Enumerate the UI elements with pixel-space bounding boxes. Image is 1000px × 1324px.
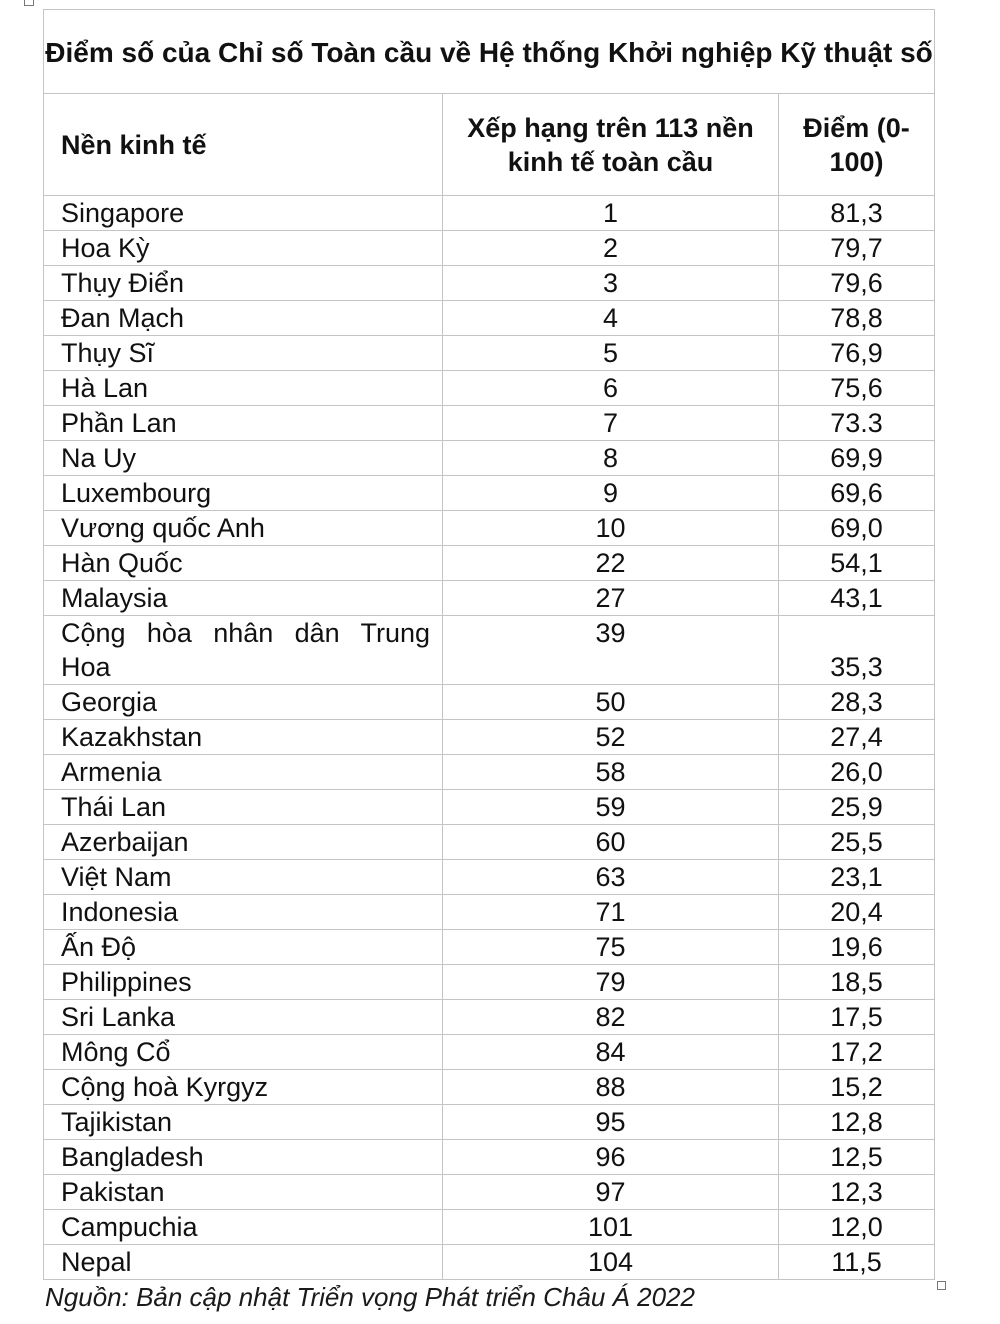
table-row <box>44 196 935 231</box>
table-row <box>44 860 935 895</box>
cell-score: 12,8 <box>779 1105 935 1140</box>
cell-score: 25,5 <box>779 825 935 860</box>
cell-economy: Thụy Sĩ <box>44 336 443 371</box>
resize-handle-top[interactable] <box>24 0 34 6</box>
cell-rank: 9 <box>443 476 779 511</box>
table-row <box>44 336 935 371</box>
table-row <box>44 1175 935 1210</box>
cell-economy: Thái Lan <box>44 790 443 825</box>
table-row <box>44 476 935 511</box>
cell-score: 75,6 <box>779 371 935 406</box>
cell-economy: Pakistan <box>44 1175 443 1210</box>
table-row <box>44 895 935 930</box>
table-row <box>44 965 935 1000</box>
cell-rank: 7 <box>443 406 779 441</box>
cell-score: 79,6 <box>779 266 935 301</box>
cell-economy: Na Uy <box>44 441 443 476</box>
cell-rank: 104 <box>443 1245 779 1280</box>
cell-rank: 52 <box>443 720 779 755</box>
cell-economy: Malaysia <box>44 581 443 616</box>
cell-score: 73.3 <box>779 406 935 441</box>
cell-rank: 96 <box>443 1140 779 1175</box>
header-score: Điểm (0-100) <box>779 94 935 196</box>
table-title-row <box>44 10 935 94</box>
table-row <box>44 1140 935 1175</box>
cell-score: 69,0 <box>779 511 935 546</box>
cell-economy: Thụy Điển <box>44 266 443 301</box>
cell-economy: Armenia <box>44 755 443 790</box>
table-row <box>44 1000 935 1035</box>
cell-economy: Cộng hòa nhân dân Trung Hoa <box>44 616 443 685</box>
cell-rank: 10 <box>443 511 779 546</box>
resize-handle-bottom[interactable] <box>937 1281 946 1290</box>
cell-rank: 97 <box>443 1175 779 1210</box>
cell-rank: 101 <box>443 1210 779 1245</box>
table-header-row <box>44 94 935 196</box>
cell-economy: Việt Nam <box>44 860 443 895</box>
table-row <box>44 825 935 860</box>
cell-rank: 79 <box>443 965 779 1000</box>
cell-score: 20,4 <box>779 895 935 930</box>
cell-rank: 75 <box>443 930 779 965</box>
cell-score: 25,9 <box>779 790 935 825</box>
cell-rank: 88 <box>443 1070 779 1105</box>
cell-rank: 5 <box>443 336 779 371</box>
cell-score: 11,5 <box>779 1245 935 1280</box>
cell-rank: 84 <box>443 1035 779 1070</box>
header-rank: Xếp hạng trên 113 nền kinh tế toàn cầu <box>443 94 779 196</box>
cell-economy: Tajikistan <box>44 1105 443 1140</box>
cell-score: 81,3 <box>779 196 935 231</box>
cell-rank: 6 <box>443 371 779 406</box>
cell-rank: 8 <box>443 441 779 476</box>
cell-score: 23,1 <box>779 860 935 895</box>
table-row <box>44 581 935 616</box>
cell-rank: 3 <box>443 266 779 301</box>
table-row <box>44 1105 935 1140</box>
cell-economy: Sri Lanka <box>44 1000 443 1035</box>
cell-rank: 82 <box>443 1000 779 1035</box>
cell-economy: Phần Lan <box>44 406 443 441</box>
cell-rank: 95 <box>443 1105 779 1140</box>
table-row <box>44 720 935 755</box>
score-table <box>43 9 935 1280</box>
cell-economy: Georgia <box>44 685 443 720</box>
cell-rank: 63 <box>443 860 779 895</box>
cell-economy: Vương quốc Anh <box>44 511 443 546</box>
cell-score: 12,3 <box>779 1175 935 1210</box>
cell-score: 78,8 <box>779 301 935 336</box>
cell-rank: 50 <box>443 685 779 720</box>
cell-score: 69,9 <box>779 441 935 476</box>
table-row <box>44 1070 935 1105</box>
cell-rank: 22 <box>443 546 779 581</box>
cell-economy: Cộng hoà Kyrgyz <box>44 1070 443 1105</box>
cell-score: 28,3 <box>779 685 935 720</box>
table-row <box>44 441 935 476</box>
table-row <box>44 1210 935 1245</box>
header-economy: Nền kinh tế <box>44 94 443 196</box>
cell-rank: 4 <box>443 301 779 336</box>
cell-economy: Hàn Quốc <box>44 546 443 581</box>
cell-economy: Ấn Độ <box>44 930 443 965</box>
cell-score: 76,9 <box>779 336 935 371</box>
table-row <box>44 546 935 581</box>
cell-score: 26,0 <box>779 755 935 790</box>
cell-economy: Indonesia <box>44 895 443 930</box>
cell-economy: Singapore <box>44 196 443 231</box>
table-row <box>44 790 935 825</box>
table-row <box>44 930 935 965</box>
cell-score: 12,0 <box>779 1210 935 1245</box>
table-body <box>44 196 935 1280</box>
cell-economy: Mông Cổ <box>44 1035 443 1070</box>
cell-rank: 60 <box>443 825 779 860</box>
table-row <box>44 1035 935 1070</box>
cell-economy: Philippines <box>44 965 443 1000</box>
cell-economy: Nepal <box>44 1245 443 1280</box>
table-row <box>44 406 935 441</box>
cell-economy: Đan Mạch <box>44 301 443 336</box>
table-row <box>44 301 935 336</box>
cell-score: 12,5 <box>779 1140 935 1175</box>
table-row <box>44 1245 935 1280</box>
cell-rank: 1 <box>443 196 779 231</box>
cell-score: 43,1 <box>779 581 935 616</box>
cell-score: 15,2 <box>779 1070 935 1105</box>
cell-rank: 71 <box>443 895 779 930</box>
table-row <box>44 231 935 266</box>
cell-score: 69,6 <box>779 476 935 511</box>
cell-economy: Luxembourg <box>44 476 443 511</box>
cell-score: 54,1 <box>779 546 935 581</box>
cell-score: 27,4 <box>779 720 935 755</box>
cell-economy: Bangladesh <box>44 1140 443 1175</box>
cell-rank: 39 <box>443 616 779 685</box>
cell-score: 17,2 <box>779 1035 935 1070</box>
source-note: Nguồn: Bản cập nhật Triển vọng Phát triển Châu Á 2022 <box>45 1282 695 1312</box>
cell-score: 17,5 <box>779 1000 935 1035</box>
table-row <box>44 755 935 790</box>
cell-rank: 58 <box>443 755 779 790</box>
cell-rank: 27 <box>443 581 779 616</box>
cell-economy: Kazakhstan <box>44 720 443 755</box>
cell-economy: Campuchia <box>44 1210 443 1245</box>
table-row <box>44 616 935 685</box>
cell-rank: 59 <box>443 790 779 825</box>
table-row <box>44 511 935 546</box>
cell-score: 79,7 <box>779 231 935 266</box>
table-title: Điểm số của Chỉ số Toàn cầu về Hệ thống Khởi nghiệp Kỹ thuật số <box>44 10 935 94</box>
table-row <box>44 266 935 301</box>
cell-rank: 2 <box>443 231 779 266</box>
cell-economy: Azerbaijan <box>44 825 443 860</box>
table-row <box>44 685 935 720</box>
cell-score: 19,6 <box>779 930 935 965</box>
cell-economy: Hà Lan <box>44 371 443 406</box>
table-row <box>44 371 935 406</box>
cell-economy: Hoa Kỳ <box>44 231 443 266</box>
cell-score: 35,3 <box>779 616 935 685</box>
cell-score: 18,5 <box>779 965 935 1000</box>
